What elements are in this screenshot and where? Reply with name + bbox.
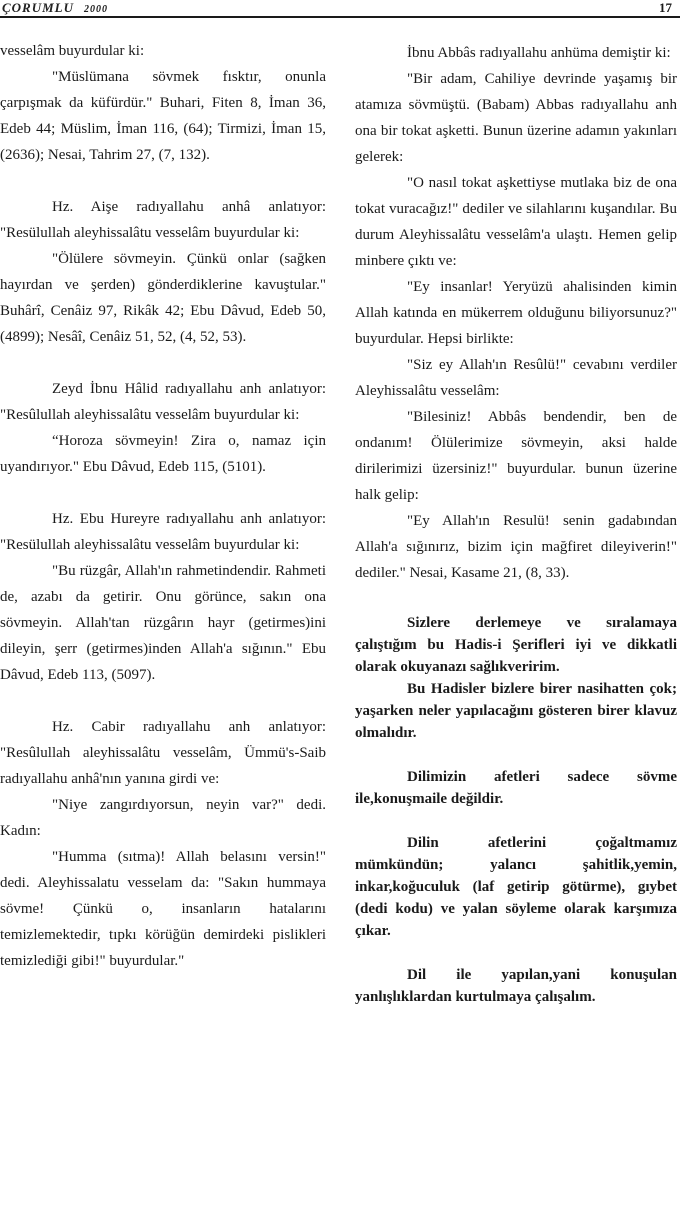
paragraph: Zeyd İbnu Hâlid radıyallahu anh anlatıyor: "Resûlullah aleyhissalâtu vesselâm buyurdular ki: [0, 381, 326, 423]
right-column [355, 40, 677, 1008]
logo-text: ÇORUMLU [2, 0, 75, 15]
page-header [0, 0, 680, 18]
logo-year: 2000 [84, 4, 109, 15]
paragraph: "Bu rüzgâr, Allah'ın rahmetindendir. Rahmeti de, azabı da getirir. Onu görünce, sakın ona sövmeyin. Allah'tan rüzgârın hayr (getirmes)ini dileyin, şerr (getirmes)inden Allah'a sığının." Ebu Dâvud, Edeb 113, (5097). [0, 563, 326, 683]
paragraph: "Humma (sıtma)! Allah belasını versin!" dedi. Aleyhissalatu vesselam da: "Sakın hummaya sövme! Çünkü o, insanların hatalarını temizlemektedir, tıpkı körüğün demirdeki pislikleri temizlediği gibi!" buyurdular." [0, 849, 326, 969]
paragraph: "Siz ey Allah'ın Resûlü!" cevabını verdiler Aleyhissalâtu vesselâm: [355, 357, 677, 399]
closing-paragraph: Sizlere derlemeye ve sıralamaya çalıştığım bu Hadis-i Şerifleri iyi ve dikkatli olarak okuyanazı sağlıkveririm. [355, 615, 677, 675]
closing-paragraph: Dilimizin afetleri sadece sövme ile,konuşmaile değildir. [355, 769, 677, 807]
paragraph: "Bilesiniz! Abbâs bendendir, ben de ondanım! Ölülerimize sövmeyin, aksi halde dirilerimizi üzersiniz!" buyurdular. bunun üzerine halk gelip: [355, 409, 677, 503]
paragraph: İbnu Abbâs radıyallahu anhüma demiştir ki: [407, 45, 671, 61]
header-rule [0, 16, 680, 18]
paragraph: "Bir adam, Cahiliye devrinde yaşamış bir atamıza sövmüştü. (Babam) Abbas radıyallahu anh ona bir tokat aşketti. Bunun üzerine adamın yakınları gelerek: [355, 71, 677, 165]
closing-paragraph: Dil ile yapılan,yani konuşulan yanlışlıklardan kurtulmaya çalışalım. [355, 967, 677, 1005]
paragraph: vesselâm buyurdular ki: [0, 43, 145, 59]
paragraph: "Niye zangırdıyorsun, neyin var?" dedi. Kadın: [0, 797, 326, 839]
paragraph: "Müslümana sövmek fısktır, onunla çarpışmak da küfürdür." Buhari, Fiten 8, İman 36, Edeb 44; Müslim, İman 116, (64); Tirmizi, İman 15, (2636); Nesai, Tahrim 27, (7, 132). [0, 69, 326, 163]
magazine-logo [2, 0, 108, 16]
paragraph: Hz. Ebu Hureyre radıyallahu anh anlatıyor: "Resülullah aleyhissalâtu vesselâm buyurdular ki: [0, 511, 326, 553]
paragraph: Hz. Aişe radıyallahu anhâ anlatıyor: "Resülullah aleyhissalâtu vesselâm buyurdular ki: [0, 199, 326, 241]
left-column [0, 38, 326, 974]
closing-paragraph: Bu Hadisler bizlere birer nasihatten çok; yaşarken neler yapılacağını gösteren birer klavuz olmalıdır. [355, 681, 677, 741]
closing-paragraph: Dilin afetlerini çoğaltmamız mümkündün; yalancı şahitlik,yemin, inkar,koğuculuk (laf getirip götürme), gıybet (dedi kodu) ve yalan söyleme olarak karşımıza çıkar. [355, 835, 677, 939]
paragraph: Hz. Cabir radıyallahu anh anlatıyor: "Resûlullah aleyhissalâtu vesselâm, Ümmü's-Saib radıyallahu anhâ'nın yanına girdi ve: [0, 719, 326, 787]
paragraph: "Ey insanlar! Yeryüzü ahalisinden kimin Allah katında en mükerrem olduğunu biliyorsunuz?" buyurdular. Hepsi birlikte: [355, 279, 677, 347]
page-number: 17 [659, 0, 672, 15]
paragraph: “Horoza sövmeyin! Zira o, namaz için uyandırıyor." Ebu Dâvud, Edeb 115, (5101). [0, 433, 326, 475]
paragraph: "Ey Allah'ın Resulü! senin gadabından Allah'a sığınırız, bizim için mağfiret dileyiverin!" dediler." Nesai, Kasame 21, (8, 33). [355, 513, 677, 581]
paragraph: "Ölülere sövmeyin. Çünkü onlar (sağken hayırdan ve şerden) gönderdiklerine kavuştular." Buhârî, Cenâiz 97, Rikâk 42; Ebu Dâvud, Edeb 50, (4899); Nesâî, Cenâiz 51, 52, (4, 52, 53). [0, 251, 326, 345]
paragraph: "O nasıl tokat aşkettiyse mutlaka biz de ona tokat vuracağız!" dediler ve silahlarını kuşandılar. Bu durum Aleyhissalâtu vesselâm'a ulaştı. Hemen gelip minbere çıktı ve: [355, 175, 677, 269]
